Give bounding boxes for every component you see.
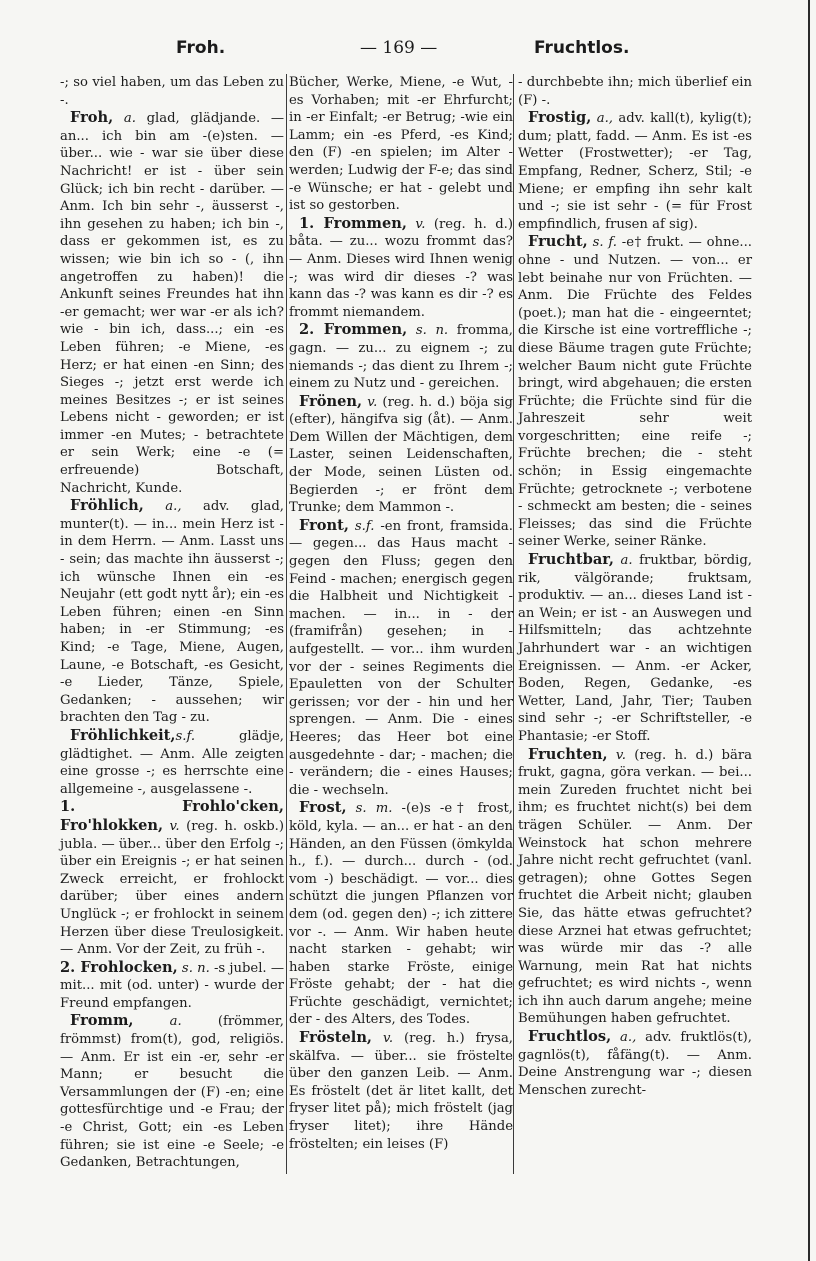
headword: Front, <box>299 516 349 534</box>
column-1 <box>60 74 284 1172</box>
column-rule <box>286 74 287 1174</box>
column-rule <box>513 74 514 1174</box>
part-of-speech: v. <box>415 216 426 232</box>
entry <box>60 109 284 497</box>
entry-text: (reg. h. d.) båta. — zu... wozu frommt das? — Anm. Dieses wird Ihnen wenig -; was wird dir dieses -? was kann das -? was kann es dir -? es frommt niemandem. <box>289 216 513 320</box>
entry <box>60 798 284 958</box>
headword: Fröhlich, <box>70 497 144 515</box>
part-of-speech: v. <box>615 747 626 763</box>
entry <box>289 74 513 215</box>
entry-text: (reg. h. oskb.) jubla. — über... über den Erfolg -; über ein Ereignis -; er hat seinen Zweck erreicht, er frohlockt darüber; über eines andern Unglück -; er frohlockt in seinem Herzen über diese Treulosigkeit. — Anm. Vor der Zeit, zu früh -. <box>60 818 285 958</box>
headword: 2. Frohlocken, <box>60 958 178 976</box>
entry <box>60 1012 284 1171</box>
part-of-speech: a. <box>620 553 633 569</box>
entry <box>518 109 752 233</box>
headword: 1. Frohlo'cken, Fro'hlokken, <box>60 798 284 834</box>
entry <box>518 233 752 551</box>
entry-text: Bücher, Werke, Miene, -e Wut, -es Vorhaben; mit -er Ehrfurcht; in -er Einfalt; -er Betrug; -wie ein Lamm; ein -es Pferd, -es Kind; den (F) -en spielen; im Alter - werden; Ludwig der F-e; das sind -e Wünsche; er hat - gelebt und ist so gestorben. <box>289 75 513 214</box>
entry-text: -e† frukt. — ohne... ohne - und Nutzen. — von... er lebt beinahe nur von Früchten. — Anm. Die Früchte des Feldes (poet.); man hat die - eingeerntet; die Kirsche ist eine vortreffliche -; diese Bäume tragen gute Früchte; welcher Baum nicht gute Früchte bringt, wird abgehauen; die ersten Früchte; die Früchte sind für die Jahreszeit sehr weit vorgeschritten; eine reife -; Früchte brechen; die - steht schön; in Essig eingemachte Früchte; getrocknete -; verbotene - schmeckt am besten; die - seines Fleisses; das sind die Früchte seiner Werke, seiner Ränke. <box>518 235 752 550</box>
part-of-speech: a., <box>165 499 182 515</box>
headword: Froh, <box>70 109 114 127</box>
entry-text: (reg. h. d.) böja sig (efter), hängifva sig (åt). — Anm. Dem Willen der Mächtigen, dem Laster, seinen Leidenschaften, der Mode, seinen Lüsten od. Begierden -; er frönt dem Trunke; dem Mammon -. <box>289 394 513 516</box>
header-left-guideword: Froh. <box>176 38 226 58</box>
entry-text: -s jubel. — mit... mit (od. unter) - wurde der Freund empfangen. <box>60 960 285 1011</box>
header-right-guideword: Fruchtlos. <box>534 38 630 58</box>
entry <box>60 727 284 798</box>
entry <box>60 959 284 1013</box>
entry-text: (reg. h. d.) bära frukt, gagna, göra verkan. — bei... mein Zureden fruchtet nicht bei ihm; es fruchtet nicht(s) bei dem trägen Schüler. — Anm. Der Weinstock hat schon mehrere Jahre nicht recht gefruchtet (vanl. getragen); ohne Gottes Segen fruchtet die Arbeit nicht; glauben Sie, das hätte etwas gefruchtet? diese Arznei hat etwas gefruchtet; was würde mir das -? alle Warnung, mein Rat hat nichts gefruchtet; es wird nichts -, wenn ich ihn auch darum angehe; meine Bemühungen haben gefruchtet. <box>518 747 752 1027</box>
headword: Frostig, <box>528 109 592 127</box>
entry <box>60 497 284 727</box>
column-2 <box>289 74 513 1153</box>
part-of-speech: s. n. <box>181 960 210 976</box>
part-of-speech: s. n. <box>415 323 449 339</box>
entry-text: -; so viel haben, um das Leben zu -. <box>60 75 284 108</box>
entry <box>518 746 752 1029</box>
part-of-speech: a., <box>620 1030 637 1046</box>
entry-text: glädje, glädtighet. — Anm. Alle zeigten eine grosse -; es herrschte eine allgemeine -, ausgelassene -. <box>60 728 284 797</box>
entry-text: adv. glad, munter(t). — in... mein Herz ist - in dem Herrn. — Anm. Lasst uns - sein; das machte ihn äusserst -; ich wünsche Ihnen ein -es Neujahr (ett godt nytt år); ein -es Leben führen; einen -en Sinn haben; in -er Stimmung; -es Kind; -e Tage, Miene, Augen, Laune, -e Botschaft, -es Gesicht, -e Lieder, Tänze, Spiele, Gedanken; - aussehen; wir brachten den Tag - zu. <box>60 499 284 726</box>
headword: 1. Frommen, <box>299 214 407 232</box>
headword: Fröhlichkeit, <box>70 726 176 744</box>
entry-text: (reg. h.) frysa, skälfva. — über... sie fröstelte über den ganzen Leib. — Anm. Es fröstelt (det är litet kallt, det fryser litet på); mich fröstelt (jag fryser litet); ihre Hände fröstelten; ein leises (F) <box>289 1031 513 1152</box>
headword: Frösteln, <box>299 1029 373 1047</box>
entry-text: glad, glädjande. — an... ich bin am -(e)sten. — über... wie - war sie über diese Nachricht! er ist - über sein Glück; ich bin recht - darüber. — Anm. Ich bin sehr -, äusserst -, ihn gesehen zu haben; ich bin -, dass er gekommen ist, es zu wissen; wie bin ich so - (, ihn angetroffen zu haben)! die Ankunft seines Freundes hat ihn -er gemacht; wer war -er als ich? wie - bin ich, dass...; ein -es Leben führen; -e Miene, -es Herz; er hat einen -en Sinn; des Sieges -; jetzt erst werde ich meines Besitzes -; er ist seines Lebens nicht - geworden; er ist immer -en Mutes; - betrachtete er sein Werk; eine -e (= erfreuende) Botschaft, Nachricht, Kunde. <box>60 111 285 496</box>
entry <box>289 215 513 322</box>
part-of-speech: v. <box>169 818 180 834</box>
headword: Fruchtbar, <box>528 551 615 569</box>
entry <box>289 321 513 392</box>
headword: Frönen, <box>299 392 363 410</box>
entry <box>60 74 284 109</box>
entry-text: - durchbebte ihn; mich überlief ein (F) -. <box>518 75 752 108</box>
part-of-speech: v. <box>367 394 378 410</box>
headword: Fromm, <box>70 1012 134 1030</box>
page-edge-line <box>808 0 810 1261</box>
part-of-speech: a., <box>596 111 613 127</box>
part-of-speech: v. <box>382 1031 394 1047</box>
entry <box>518 74 752 109</box>
headword: Fruchten, <box>528 745 608 763</box>
page-number: — 169 — <box>360 38 438 58</box>
entry-text: (frömmer, frömmst) from(t), god, religiös. — Anm. Er ist ein -er, sehr -er Mann; er besucht die Versammlungen der (F) -en; eine gottesfürchtige und -e Frau; der -e Christ, Gott; ein -es Leben führen; sie ist eine -e Seele; -e Gedanken, Betrachtungen, <box>60 1014 284 1171</box>
headword: Frucht, <box>528 233 588 251</box>
entry-text: -en front, framsida. — gegen... das Haus macht - gegen den Fluss; gegen den Feind - machen; energisch gegen die Halbheit und Nichtigkeit - machen. — in... in - der (framifrån) gesehen; in - aufgestellt. — vor... ihm wurden vor der - seines Regiments die Epauletten von der Schulter gerissen; vor der - hin und her sprengen. — Anm. Die - eines Heeres; das Heer bot eine ausgedehnte - dar; - machen; die - verändern; die - eines Hauses; die - wechseln. <box>289 518 513 798</box>
entry <box>289 517 513 800</box>
part-of-speech: a. <box>169 1014 182 1030</box>
entry-text: adv. kall(t), kylig(t); dum; platt, fadd. — Anm. Es ist -es Wetter (Frostwetter); -er Tag, Empfang, Redner, Scherz, Stil; -e Miene; er empfing ihn sehr kalt und -; sie ist sehr - (= für Frost empfindlich, frusen af sig). <box>518 111 752 232</box>
entry <box>518 1028 752 1099</box>
entry-text: -(e)s -e† frost, köld, kyla. — an... er hat - an den Händen, an den Füssen (ömkylda h., f.). — durch... durch - (od. vom -) beschädigt. — vor... dies schützt die jungen Pflanzen vor dem (od. gegen den) -; ich zittere vor -. — Anm. Wir haben heute nacht starken - gehabt; wir haben starke Fröste, einige Fröste gehabt; der - hat die Früchte geschädigt, vernichtet; der - des Alters, des Todes. <box>289 801 513 1028</box>
part-of-speech: a. <box>123 111 136 127</box>
column-3 <box>518 74 752 1099</box>
headword: Fruchtlos, <box>528 1028 612 1046</box>
part-of-speech: s.f. <box>175 728 196 744</box>
entry <box>518 551 752 746</box>
entry <box>289 393 513 517</box>
part-of-speech: s. m. <box>355 801 393 817</box>
part-of-speech: s. f. <box>592 235 617 251</box>
entry-text: fruktbar, bördig, rik, välgörande; fruktsam, produktiv. — an... dieses Land ist - an Wein; er ist - an Auswegen und Hilfsmitteln; das achtzehnte Jahrhundert war - an wichtigen Ereignissen. — Anm. -er Acker, Boden, Regen, Gedanke, -es Wetter, Land, Jahr, Tier; Tauben sind sehr -; -er Schriftsteller, -e Phantasie; -er Stoff. <box>518 553 752 744</box>
entry <box>289 1029 513 1153</box>
headword: Frost, <box>299 799 347 817</box>
headword: 2. Frommen, <box>299 321 408 339</box>
part-of-speech: s.f. <box>354 518 375 534</box>
page-header <box>60 38 760 68</box>
entry-text: fromma, gagn. — zu... zu eignem -; zu niemands -; das dient zu Ihrem -; einem zu Nutz und - gereichen. <box>289 323 513 392</box>
entry <box>289 799 513 1029</box>
entry-text: adv. fruktlös(t), gagnlös(t), fåfäng(t). — Anm. Deine Anstrengung war -; diesen Menschen zurecht- <box>518 1030 752 1098</box>
